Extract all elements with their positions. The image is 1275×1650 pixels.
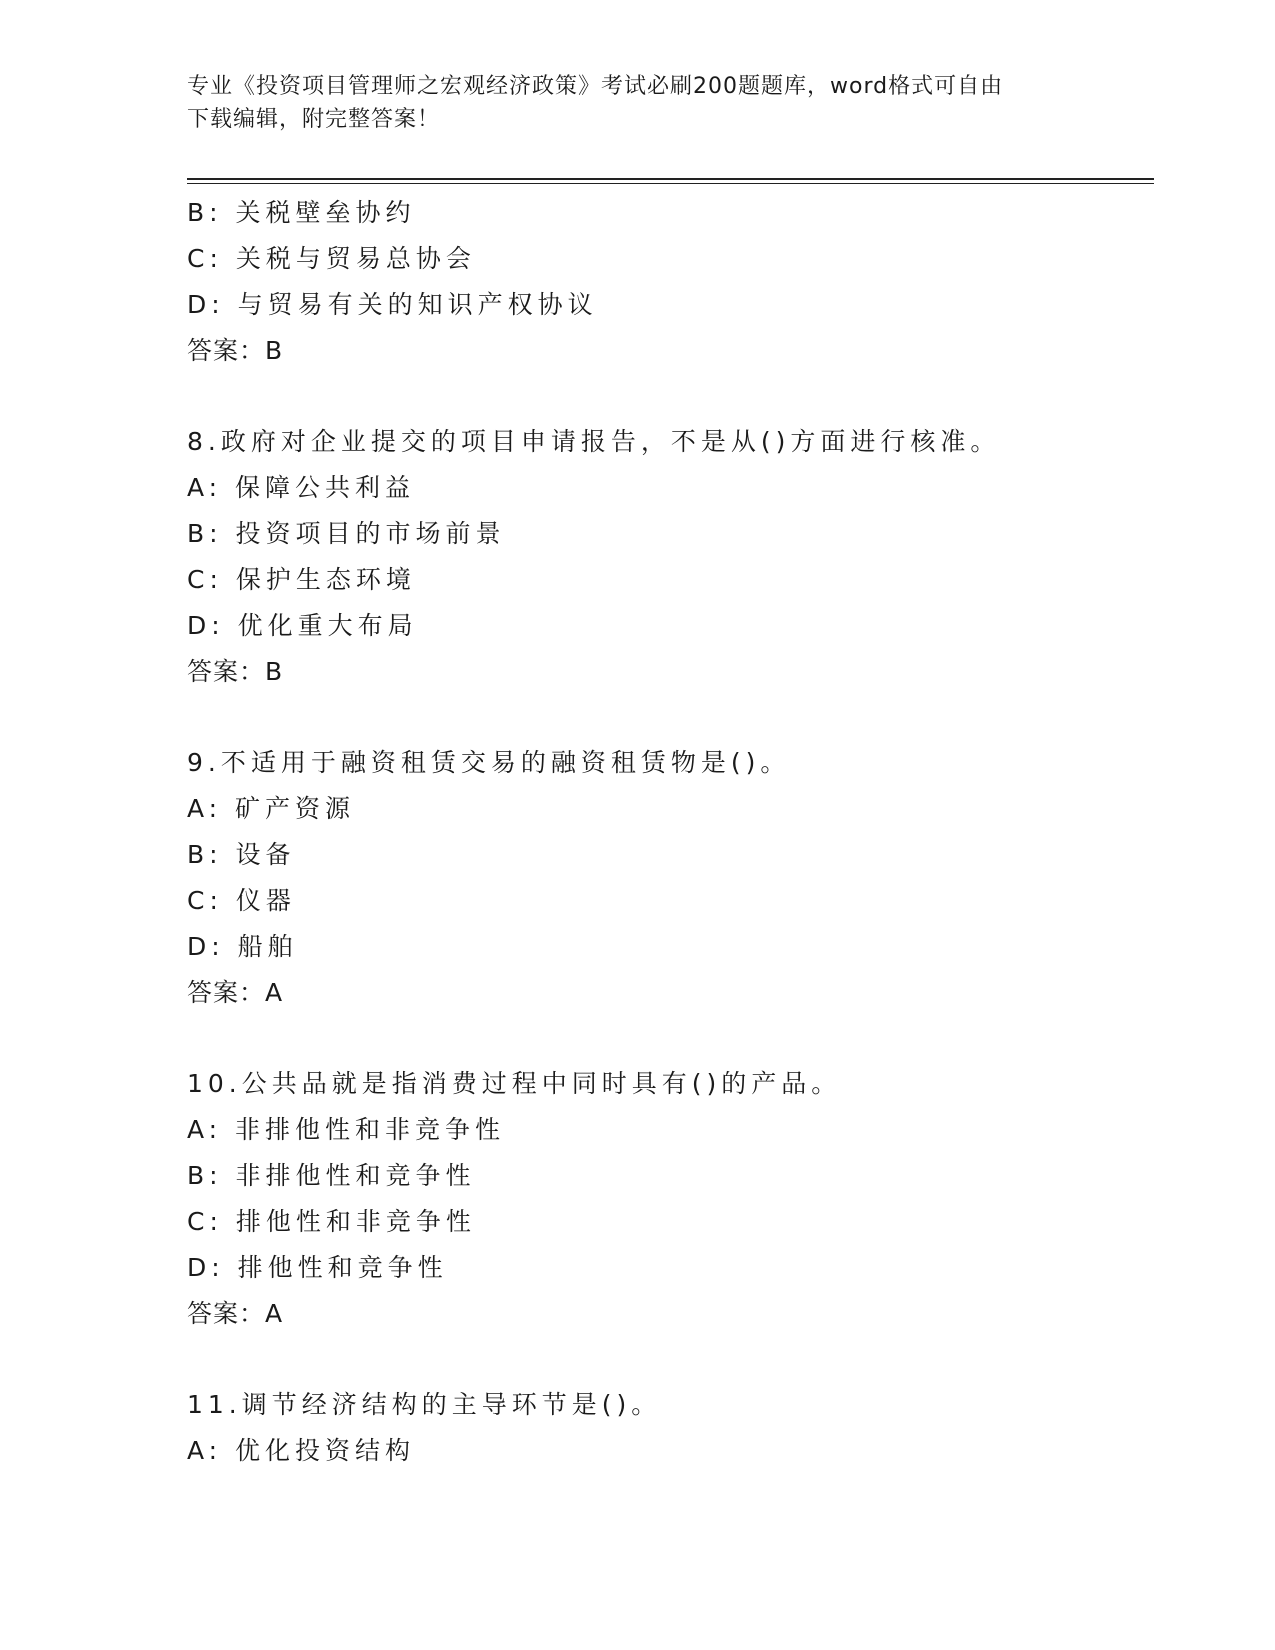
option-d: D: 与贸易有关的知识产权协议 <box>187 290 598 319</box>
option-b: B: 关税壁垒协约 <box>187 198 416 227</box>
question-text: 9.不适用于融资租赁交易的融资租赁物是()。 <box>187 748 791 777</box>
option-c: C: 仪器 <box>187 886 296 915</box>
option-b: B: 投资项目的市场前景 <box>187 519 506 548</box>
option-c: C: 排他性和非竞争性 <box>187 1207 476 1236</box>
option-c: C: 关税与贸易总协会 <box>187 244 476 273</box>
question-list <box>187 190 1154 1474</box>
option-a: A: 优化投资结构 <box>187 1436 416 1465</box>
document-header <box>187 70 1067 136</box>
option-a: A: 非排他性和非竞争性 <box>187 1115 506 1144</box>
answer-line: 答案：A <box>187 1299 284 1328</box>
option-b: B: 设备 <box>187 840 296 869</box>
option-a: A: 保障公共利益 <box>187 473 416 502</box>
header-divider <box>187 178 1154 184</box>
option-d: D: 船舶 <box>187 932 298 961</box>
header-line-2: 下载编辑，附完整答案！ <box>187 107 441 132</box>
answer-line: 答案：B <box>187 336 284 365</box>
option-d: D: 排他性和竞争性 <box>187 1253 448 1282</box>
question-text: 10.公共品就是指消费过程中同时具有()的产品。 <box>187 1069 842 1098</box>
option-d: D: 优化重大布局 <box>187 611 418 640</box>
option-b: B: 非排他性和竞争性 <box>187 1161 476 1190</box>
header-line-1: 专业《投资项目管理师之宏观经济政策》考试必刷200题题库，word格式可自由 <box>187 74 1004 99</box>
option-a: A: 矿产资源 <box>187 794 356 823</box>
question-text: 11.调节经济结构的主导环节是()。 <box>187 1390 662 1419</box>
question-text: 8.政府对企业提交的项目申请报告，不是从()方面进行核准。 <box>187 427 1001 456</box>
answer-line: 答案：B <box>187 657 284 686</box>
option-c: C: 保护生态环境 <box>187 565 416 594</box>
answer-line: 答案：A <box>187 978 284 1007</box>
